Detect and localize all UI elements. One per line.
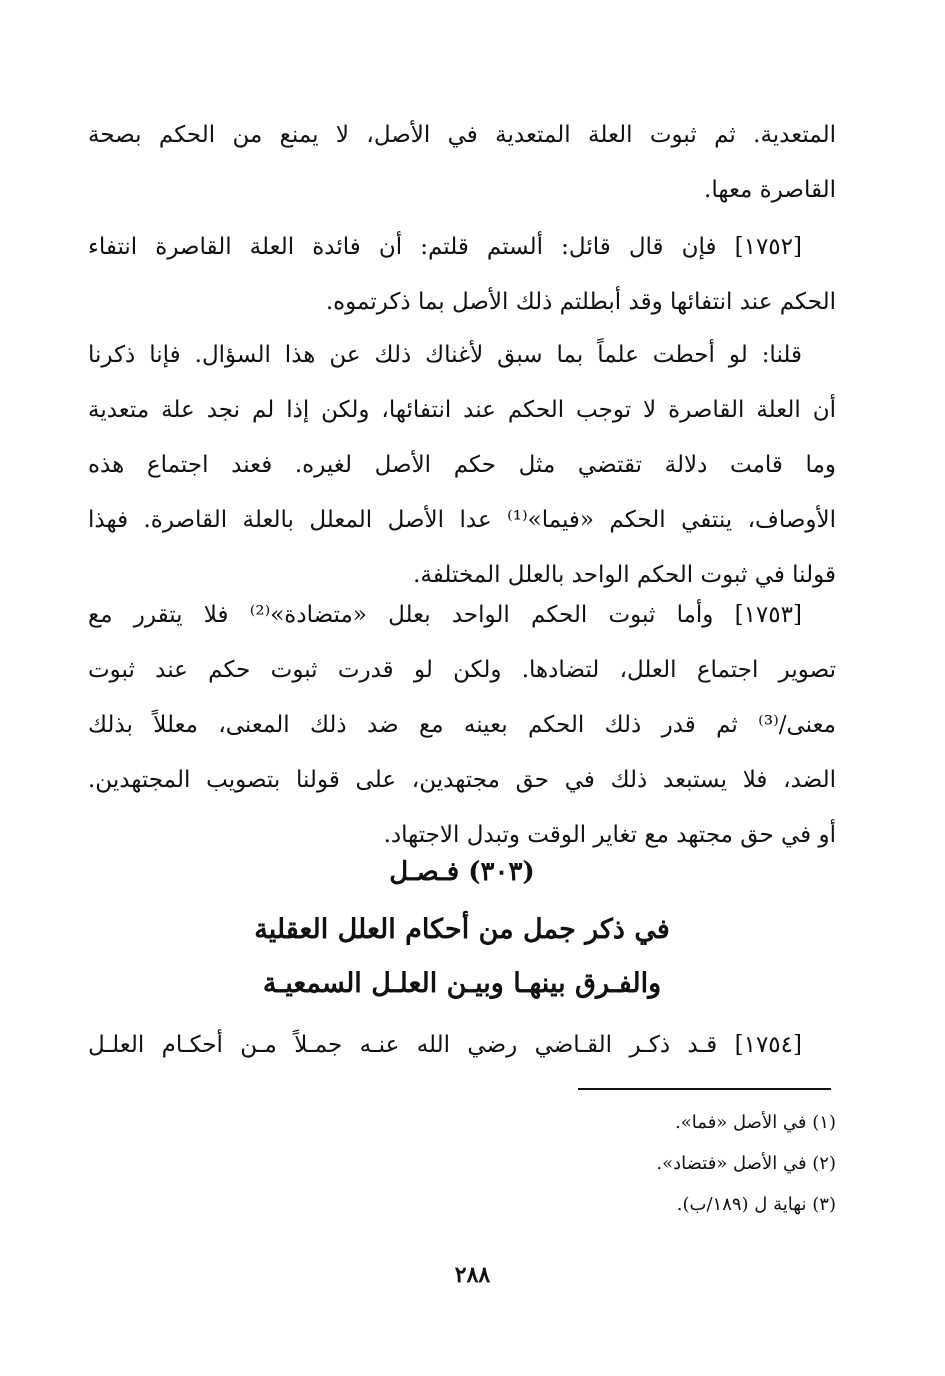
footnote-2: (٢) في الأصل «فتضاد».: [656, 1153, 836, 1174]
text-line: المتعدية. ثم ثبوت العلة المتعدية في الأصل، لا يمنع من الحكم بصحة: [88, 122, 836, 148]
text-line: وما قامت دلالة تقتضي مثل حكم الأصل لغيره. فعند اجتماع هذه: [88, 452, 836, 478]
footnotes: [88, 1102, 836, 1225]
paragraph-2: [88, 220, 836, 330]
text-line: قلنا: لو أحطت علماً بما سبق لأغناك ذلك عن هذا السؤال. فإنا ذكرنا: [88, 342, 802, 368]
text-line: أن العلة القاصرة لا توجب الحكم عند انتفائها، ولكن إذا لم نجد علة متعدية: [88, 397, 836, 423]
text-line: قولنا في ثبوت الحكم الواحد بالعلل المختلفة.: [413, 562, 836, 588]
footnote-separator: [578, 1088, 831, 1090]
section-number: (٣٠٣) فـصـل: [389, 857, 535, 887]
text-line: تصوير اجتماع العلل، لتضادها. ولكن لو قدرت ثبوت حكم عند ثبوت: [88, 657, 836, 683]
text-line: الضد، فلا يستبعد ذلك في حق مجتهدين، على قولنا بتصويب المجتهدين.: [88, 767, 836, 793]
page-number: ٢٨٨: [454, 1262, 491, 1288]
section-title-line-2: والفـرق بينهـا وبيـن العلـل السمعيـة: [262, 968, 662, 999]
text-line: [١٧٥٣] وأما ثبوت الحكم الواحد بعلل «متضادة»⁽²⁾ فلا يتقرر مع: [88, 602, 802, 628]
paragraph-1: [88, 108, 836, 218]
text-line: أو في حق مجتهد مع تغاير الوقت وتبدل الاجتهاد.: [383, 822, 836, 848]
section-title-line-1: في ذكر جمل من أحكام العلل العقلية: [254, 914, 670, 945]
footnote-3: (٣) نهاية ل (١٨٩/ب).: [676, 1194, 836, 1215]
text-line: القاصرة معها.: [704, 177, 836, 203]
text-line: [١٧٥٢] فإن قال قائل: ألستم قلتم: أن فائدة العلة القاصرة انتفاء: [88, 234, 802, 260]
text-line: [١٧٥٤] قـد ذكـر القـاضي رضي الله عنـه جمـلاً مـن أحكـام العلـل: [88, 1032, 802, 1058]
paragraph-3: [88, 328, 836, 603]
paragraph-5: [88, 1018, 836, 1073]
paragraph-4: [88, 588, 836, 863]
text-line: الحكم عند انتفائها وقد أبطلتم ذلك الأصل بما ذكرتموه.: [325, 289, 836, 315]
footnote-1: (١) في الأصل «فما».: [675, 1112, 836, 1133]
text-line: معنى/⁽³⁾ ثم قدر ذلك الحكم بعينه مع ضد ذلك المعنى، معللاً بذلك: [88, 712, 836, 738]
text-line: الأوصاف، ينتفي الحكم «فيما»⁽¹⁾ عدا الأصل المعلل بالعلة القاصرة. فهذا: [88, 507, 836, 533]
